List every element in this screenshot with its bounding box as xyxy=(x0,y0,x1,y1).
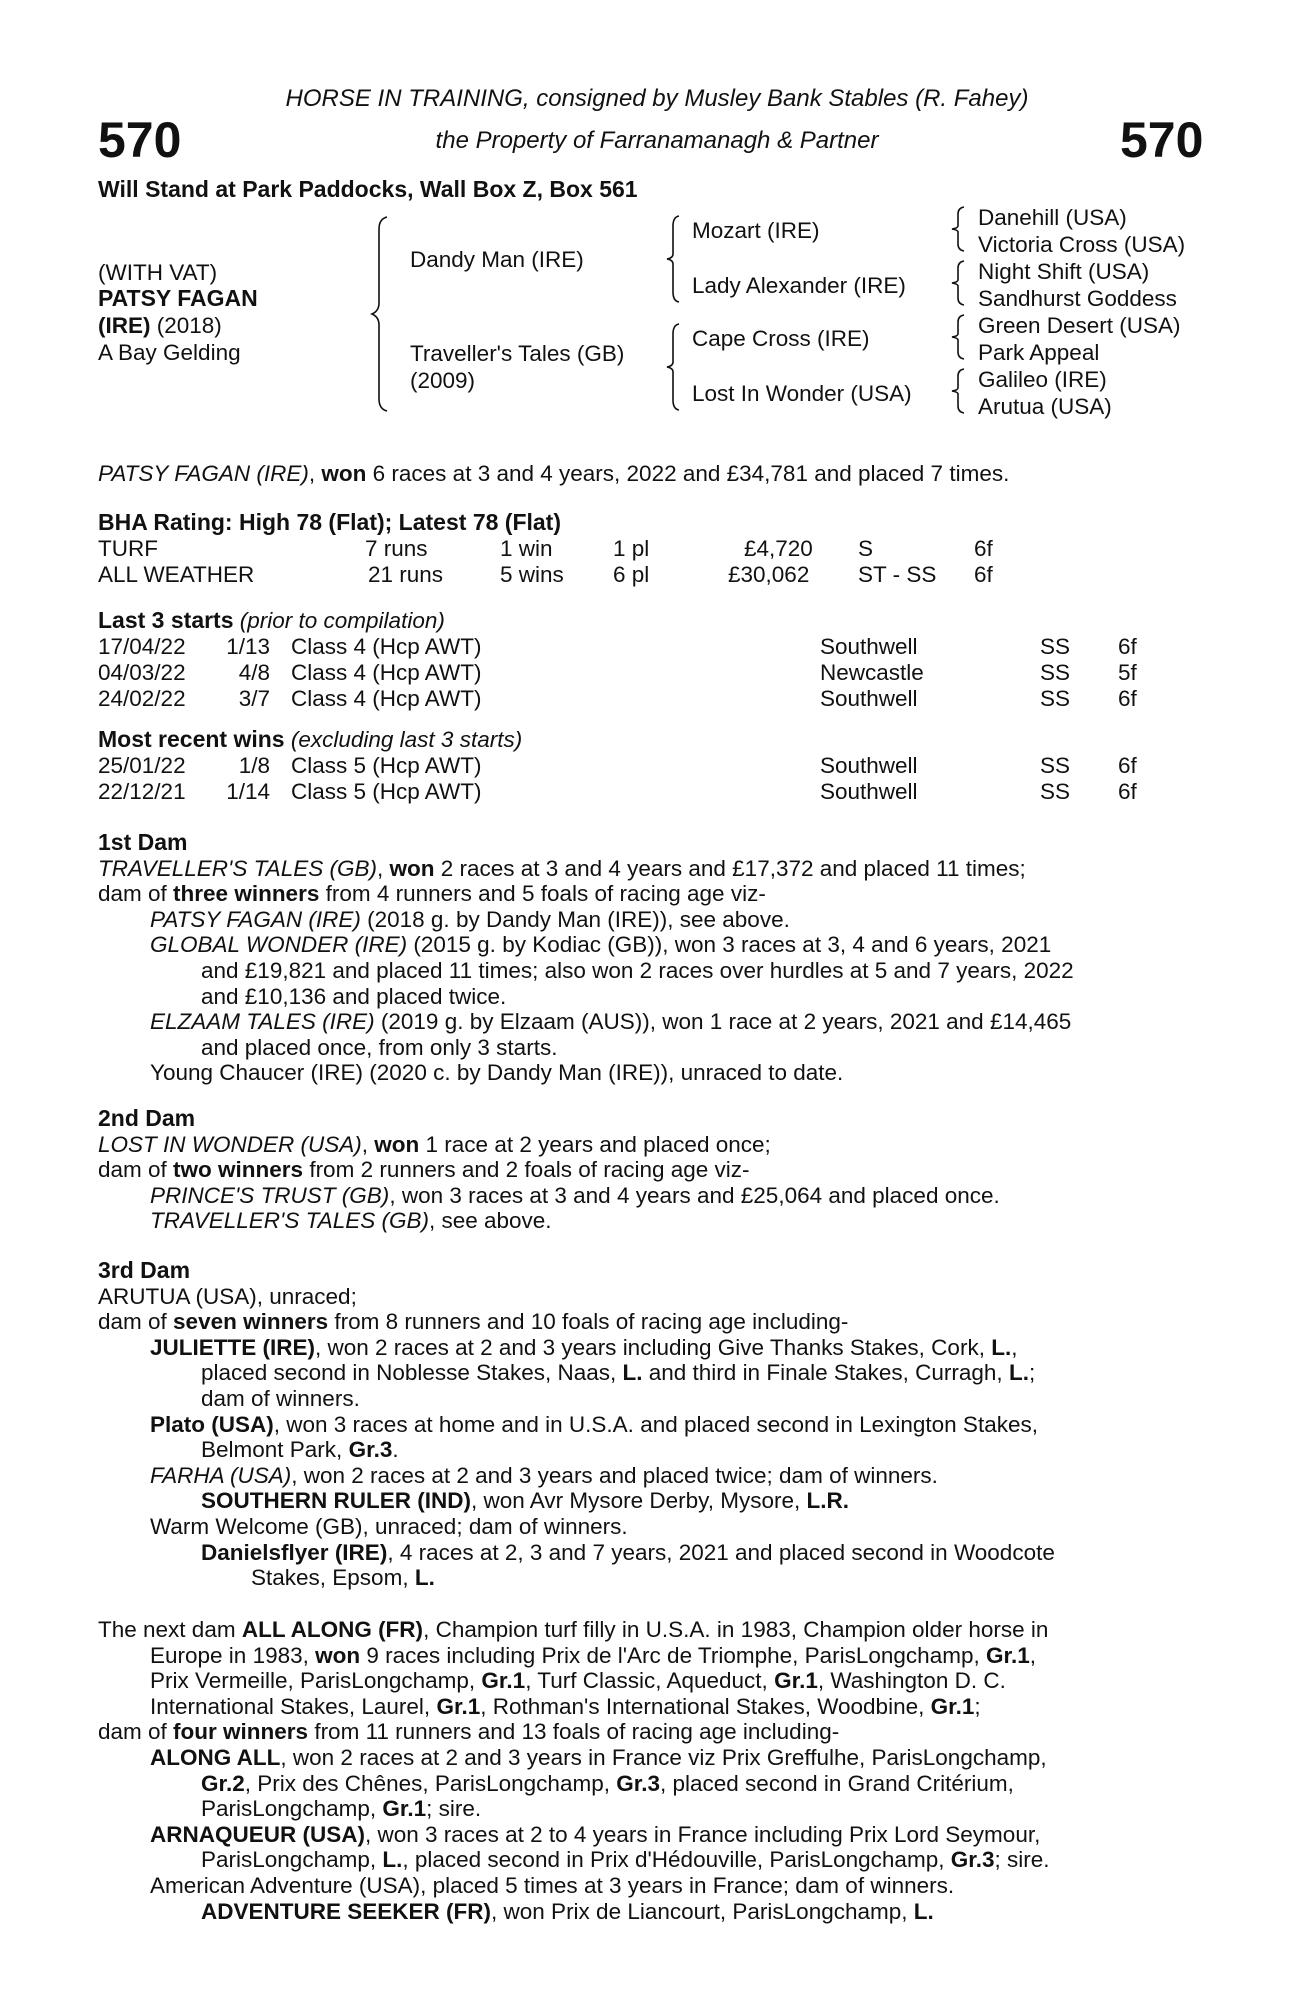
grade: L. xyxy=(913,1898,934,1924)
text: dam of winners. xyxy=(201,1385,360,1411)
pedigree-sire-sire: Mozart (IRE) xyxy=(692,218,820,243)
section-heading: 2nd Dam xyxy=(98,1105,196,1131)
summary-won: won xyxy=(321,461,367,486)
offspring-name: PATSY FAGAN (IRE) xyxy=(150,906,361,932)
grade: Gr.3 xyxy=(348,1437,393,1463)
text: , Rothman's International Stakes, Woodbine, xyxy=(480,1693,931,1719)
text: Belmont Park, xyxy=(201,1437,349,1463)
text: (2015 g. by Kodiac (GB)), won 3 races at 3, 4 and 6 years, 2021 xyxy=(407,932,1052,958)
pedigree-ddd: Arutua (USA) xyxy=(978,394,1112,419)
text: ; xyxy=(1028,1360,1036,1386)
grade: Gr.1 xyxy=(481,1668,526,1694)
pedigree-brace-ss xyxy=(950,204,966,254)
pedigree-dam: Traveller's Tales (GB) xyxy=(410,341,625,366)
text: from 11 runners and 13 foals of racing age including- xyxy=(308,1719,840,1745)
last3-heading: Last 3 starts xyxy=(98,607,234,633)
text: 2 races at 3 and 4 years and £17,372 and placed 11 times; xyxy=(434,855,1026,881)
text: placed second in Noblesse Stakes, Naas, xyxy=(201,1360,623,1386)
race-course: Southwell xyxy=(820,753,918,778)
race-date: 24/02/22 xyxy=(98,686,186,711)
property-line: the Property of Farranamanagh & Partner xyxy=(435,127,879,154)
offspring-name: ELZAAM TALES (IRE) xyxy=(150,1009,375,1035)
race-distance: 6f xyxy=(1118,753,1137,778)
race-distance: 6f xyxy=(1118,779,1137,804)
next-dam-section xyxy=(98,1617,1208,1924)
grade: Gr.1 xyxy=(930,1693,975,1719)
horse-description: A Bay Gelding xyxy=(98,340,241,365)
text: Stakes, Epsom, xyxy=(251,1565,415,1591)
pedigree-brace-ds xyxy=(950,312,966,362)
race-course: Southwell xyxy=(820,686,918,711)
rating-wins: 1 win xyxy=(500,536,553,561)
horse-country: (IRE) xyxy=(98,313,151,338)
text: Europe in 1983, xyxy=(150,1642,316,1668)
dam-name: TRAVELLER'S TALES (GB) xyxy=(98,855,377,881)
race-distance: 5f xyxy=(1118,660,1137,685)
pedigree-brace-sd xyxy=(950,258,966,308)
rating-prize: £30,062 xyxy=(728,562,810,587)
pedigree-dam-sire: Cape Cross (IRE) xyxy=(692,326,870,351)
offspring-name: Plato (USA) xyxy=(150,1411,274,1437)
race-going: SS xyxy=(1040,660,1071,685)
rating-distance: 6f xyxy=(974,536,993,561)
text: , xyxy=(376,855,390,881)
race-class: Class 5 (Hcp AWT) xyxy=(291,779,482,804)
offspring-name: FARHA (USA) xyxy=(150,1462,292,1488)
grade: L. xyxy=(991,1334,1012,1360)
text: ARUTUA (USA), unraced; xyxy=(98,1283,357,1309)
winners-count: two winners xyxy=(173,1157,304,1183)
section-heading: 3rd Dam xyxy=(98,1257,191,1283)
pedigree-sds: Night Shift (USA) xyxy=(978,259,1150,284)
consignor-line: HORSE IN TRAINING, consigned by Musley Bank Stables (R. Fahey) xyxy=(285,85,1029,112)
offspring-name: PRINCE'S TRUST (GB) xyxy=(150,1182,390,1208)
text: and placed once, from only 3 starts. xyxy=(201,1034,558,1060)
rating-runs: 7 runs xyxy=(365,536,428,561)
text: , won 2 races at 2 and 3 years in France viz Prix Greffulhe, ParisLongchamp, xyxy=(280,1744,1047,1770)
text: ; sire. xyxy=(994,1847,1050,1873)
grade: L. xyxy=(414,1565,435,1591)
summary-rest: 6 races at 3 and 4 years, 2022 and £34,781 and placed 7 times. xyxy=(366,461,1010,486)
dam-name: ALL ALONG (FR) xyxy=(241,1617,424,1642)
recent-heading: Most recent wins xyxy=(98,726,285,752)
pedigree-brace-dd xyxy=(950,366,966,416)
rating-surface: ALL WEATHER xyxy=(98,562,255,587)
race-going: SS xyxy=(1040,634,1071,659)
text: , placed second in Prix d'Hédouville, ParisLongchamp, xyxy=(402,1847,951,1873)
text: and third in Finale Stakes, Curragh, xyxy=(642,1360,1009,1386)
race-class: Class 5 (Hcp AWT) xyxy=(291,753,482,778)
vat-note: (WITH VAT) xyxy=(98,260,218,285)
offspring-name: TRAVELLER'S TALES (GB) xyxy=(150,1208,429,1234)
race-date: 04/03/22 xyxy=(98,660,186,685)
race-going: SS xyxy=(1040,753,1071,778)
rating-heading: BHA Rating: High 78 (Flat); Latest 78 (Flat) xyxy=(98,509,561,535)
pedigree-dds: Galileo (IRE) xyxy=(978,367,1107,392)
pedigree-ssd: Victoria Cross (USA) xyxy=(978,232,1186,257)
race-class: Class 4 (Hcp AWT) xyxy=(291,686,482,711)
pedigree-dam-dam: Lost In Wonder (USA) xyxy=(692,381,912,406)
text: dam of xyxy=(98,881,174,907)
text: ParisLongchamp, xyxy=(201,1796,383,1822)
text: ParisLongchamp, xyxy=(201,1847,383,1873)
text: ; xyxy=(974,1693,981,1719)
grade: Gr.3 xyxy=(950,1847,995,1873)
text: , placed second in Grand Critérium, xyxy=(660,1770,1014,1796)
summary-horse-name: PATSY FAGAN (IRE) xyxy=(98,461,309,486)
text: from 4 runners and 5 foals of racing age viz- xyxy=(319,881,766,907)
text: 1 race at 2 years and placed once; xyxy=(419,1131,771,1157)
pedigree-sdd: Sandhurst Goddess xyxy=(978,286,1177,311)
rating-prize: £4,720 xyxy=(744,536,813,561)
text: and £10,136 and placed twice. xyxy=(201,983,507,1009)
text: , xyxy=(361,1131,375,1157)
pedigree-sire: Dandy Man (IRE) xyxy=(410,247,584,272)
grade: Gr.3 xyxy=(616,1770,660,1796)
text: , won 3 races at 3 and 4 years and £25,064 and placed once. xyxy=(389,1182,1000,1208)
text: dam of xyxy=(98,1157,174,1183)
race-position: 1/13 xyxy=(226,634,270,659)
section-heading: 1st Dam xyxy=(98,829,188,855)
text: (2019 g. by Elzaam (AUS)), won 1 race at 2 years, 2021 and £14,465 xyxy=(374,1009,1072,1035)
race-course: Newcastle xyxy=(820,660,924,685)
pedigree-dam-year: (2009) xyxy=(410,368,476,393)
race-date: 17/04/22 xyxy=(98,634,186,659)
text: . xyxy=(392,1437,399,1463)
grade: Gr.1 xyxy=(436,1693,481,1719)
text: dam of xyxy=(98,1719,174,1745)
text: The next dam xyxy=(98,1617,242,1642)
text: , won 3 races at home and in U.S.A. and placed second in Lexington Stakes, xyxy=(273,1411,1038,1437)
text: and £19,821 and placed 11 times; also won 2 races over hurdles at 5 and 7 years, 2022 xyxy=(201,957,1074,983)
text: Warm Welcome (GB), unraced; dam of winners. xyxy=(150,1513,628,1539)
won-label: won xyxy=(374,1131,420,1157)
lot-number-right: 570 xyxy=(1120,112,1204,168)
text: International Stakes, Laurel, xyxy=(150,1693,437,1719)
first-dam-section xyxy=(98,830,1208,1086)
pedigree-brace-dam xyxy=(665,322,681,412)
winners-count: seven winners xyxy=(173,1309,329,1335)
pedigree-sire-dam: Lady Alexander (IRE) xyxy=(692,273,906,298)
pedigree-sss: Danehill (USA) xyxy=(978,205,1127,230)
rating-wins: 5 wins xyxy=(500,562,564,587)
second-dam-section xyxy=(98,1106,1208,1234)
race-date: 22/12/21 xyxy=(98,779,186,804)
rating-distance: 6f xyxy=(974,562,993,587)
horse-year: (2018) xyxy=(156,313,222,338)
offspring-name: GLOBAL WONDER (IRE) xyxy=(150,932,408,958)
text: , won 3 races at 2 to 4 years in France including Prix Lord Seymour, xyxy=(365,1821,1041,1847)
race-course: Southwell xyxy=(820,634,918,659)
grand-offspring-name: ADVENTURE SEEKER (FR) xyxy=(201,1898,492,1924)
race-course: Southwell xyxy=(820,779,918,804)
text: from 8 runners and 10 foals of racing age including- xyxy=(328,1309,849,1335)
text: dam of xyxy=(98,1309,174,1335)
grand-offspring-name: Danielsflyer (IRE) xyxy=(201,1539,388,1565)
grade: L. xyxy=(382,1847,403,1873)
dam-name: LOST IN WONDER (USA) xyxy=(98,1131,362,1157)
text: , Washington D. C. xyxy=(817,1668,1006,1694)
race-distance: 6f xyxy=(1118,634,1137,659)
race-going: SS xyxy=(1040,686,1071,711)
winners-count: three winners xyxy=(173,881,320,907)
race-position: 3/7 xyxy=(238,686,270,711)
stand-location: Will Stand at Park Paddocks, Wall Box Z, Box 561 xyxy=(98,176,638,202)
text: , Prix des Chênes, ParisLongchamp, xyxy=(244,1770,617,1796)
won-label: won xyxy=(315,1642,361,1668)
pedigree-dsd: Park Appeal xyxy=(978,340,1100,365)
text: , won 2 races at 2 and 3 years including Give Thanks Stakes, Cork, xyxy=(315,1334,992,1360)
horse-name-suffix-line xyxy=(98,313,222,339)
rating-going: ST - SS xyxy=(858,562,937,587)
text: , won Prix de Liancourt, ParisLongchamp, xyxy=(491,1898,914,1924)
race-date: 25/01/22 xyxy=(98,753,186,778)
offspring-name: ARNAQUEUR (USA) xyxy=(150,1821,365,1847)
grade: Gr.1 xyxy=(774,1668,818,1694)
text: 9 races including Prix de l'Arc de Triomphe, ParisLongchamp, xyxy=(360,1642,986,1668)
last3-note: (prior to compilation) xyxy=(233,608,445,633)
text: , won Avr Mysore Derby, Mysore, xyxy=(471,1488,807,1514)
horse-name: PATSY FAGAN xyxy=(98,285,258,311)
last3-heading-line xyxy=(98,608,445,634)
pedigree-dss: Green Desert (USA) xyxy=(978,313,1181,338)
offspring-name: ALONG ALL xyxy=(150,1744,281,1770)
pedigree-brace-sire xyxy=(665,214,681,304)
pedigree-brace-main xyxy=(370,215,390,413)
grand-offspring-name: SOUTHERN RULER (IND) xyxy=(201,1488,471,1514)
race-class: Class 4 (Hcp AWT) xyxy=(291,660,482,685)
race-position: 1/8 xyxy=(238,753,270,778)
text: American Adventure (USA), placed 5 times at 3 years in France; dam of winners. xyxy=(150,1872,955,1898)
text: , xyxy=(1011,1334,1018,1360)
race-distance: 6f xyxy=(1118,686,1137,711)
winners-count: four winners xyxy=(173,1719,309,1745)
race-summary: PATSY FAGAN (IRE), won 6 races at 3 and 4 years, 2022 and £34,781 and placed 7 times. xyxy=(98,461,1010,486)
won-label: won xyxy=(389,855,435,881)
text: , won 2 races at 2 and 3 years and placed twice; dam of winners. xyxy=(291,1462,938,1488)
text: , 4 races at 2, 3 and 7 years, 2021 and placed second in Woodcote xyxy=(387,1539,1055,1565)
grade: Gr.1 xyxy=(985,1642,1030,1668)
grade: Gr.1 xyxy=(382,1796,427,1822)
grade: L.R. xyxy=(806,1488,850,1514)
text: , Champion turf filly in U.S.A. in 1983, Champion older horse in xyxy=(423,1617,1049,1642)
text: , Turf Classic, Aqueduct, xyxy=(525,1668,775,1694)
rating-going: S xyxy=(858,536,874,561)
race-position: 4/8 xyxy=(238,660,270,685)
lot-number-left: 570 xyxy=(98,112,182,168)
rating-placed: 6 pl xyxy=(613,562,650,587)
rating-surface: TURF xyxy=(98,536,158,561)
text: from 2 runners and 2 foals of racing age viz- xyxy=(303,1157,750,1183)
text: ; sire. xyxy=(426,1796,482,1822)
grade: L. xyxy=(1008,1360,1029,1386)
text: , xyxy=(1029,1642,1037,1668)
grade: L. xyxy=(622,1360,643,1386)
rating-runs: 21 runs xyxy=(368,562,444,587)
text: Young Chaucer (IRE) (2020 c. by Dandy Man (IRE)), unraced to date. xyxy=(150,1060,844,1086)
rating-placed: 1 pl xyxy=(613,536,650,561)
text: , see above. xyxy=(428,1208,552,1234)
third-dam-section xyxy=(98,1258,1208,1591)
text: (2018 g. by Dandy Man (IRE)), see above. xyxy=(360,906,790,932)
race-position: 1/14 xyxy=(226,779,270,804)
text: Prix Vermeille, ParisLongchamp, xyxy=(150,1668,482,1694)
recent-heading-line xyxy=(98,727,522,753)
race-class: Class 4 (Hcp AWT) xyxy=(291,634,482,659)
grade: Gr.2 xyxy=(201,1770,245,1796)
race-going: SS xyxy=(1040,779,1071,804)
recent-note: (excluding last 3 starts) xyxy=(284,727,523,752)
offspring-name: JULIETTE (IRE) xyxy=(150,1334,316,1360)
